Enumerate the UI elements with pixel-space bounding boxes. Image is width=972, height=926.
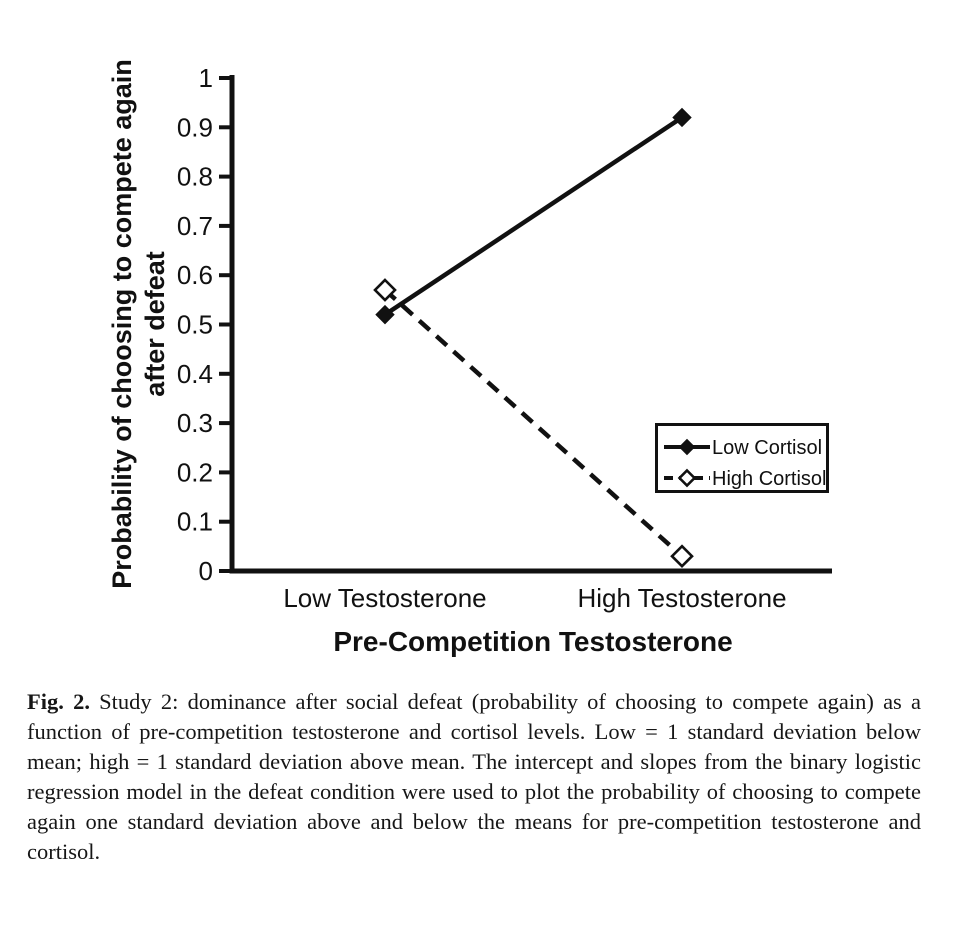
high-cortisol-marker — [672, 546, 692, 566]
figure-caption — [27, 687, 921, 867]
y-tick-label: 0 — [198, 556, 213, 586]
x-axis-title: Pre-Competition Testosterone — [333, 626, 733, 657]
x-category-label: Low Testosterone — [283, 583, 487, 613]
caption-text: Study 2: dominance after social defeat (probability of choosing to compete again) as a function of pre-competition testosterone and cortisol levels. Low = 1 standard deviation below mean; high = 1 standard deviation above mean. The intercept and slopes from the binary logistic regression model in the defeat condition were used to plot the probability of choosing to compete again one standard deviation above and below the means for pre-competition testosterone and cortisol. — [27, 689, 921, 864]
y-axis-title-line2: after defeat — [140, 251, 170, 397]
y-tick-label: 0.5 — [176, 309, 213, 340]
legend-label: High Cortisol — [712, 468, 827, 490]
y-tick-label: 0.3 — [176, 408, 213, 439]
y-axis-title-line1: Probability of choosing to compete again — [107, 59, 137, 589]
x-category-label: High Testosterone — [577, 583, 787, 613]
y-tick-label: 0.8 — [176, 161, 213, 192]
y-tick-label: 0.4 — [176, 358, 213, 389]
legend-label: Low Cortisol — [712, 437, 823, 459]
low-cortisol-line — [385, 117, 682, 314]
high-cortisol-line — [385, 290, 682, 556]
caption-label: Fig. 2. — [27, 689, 90, 714]
y-tick-label: 0.7 — [176, 210, 213, 241]
y-tick-label: 0.2 — [176, 457, 213, 488]
y-tick-label: 0.1 — [176, 506, 213, 537]
y-tick-label: 1 — [198, 63, 213, 93]
y-tick-label: 0.6 — [176, 260, 213, 291]
y-tick-label: 0.9 — [176, 112, 213, 143]
